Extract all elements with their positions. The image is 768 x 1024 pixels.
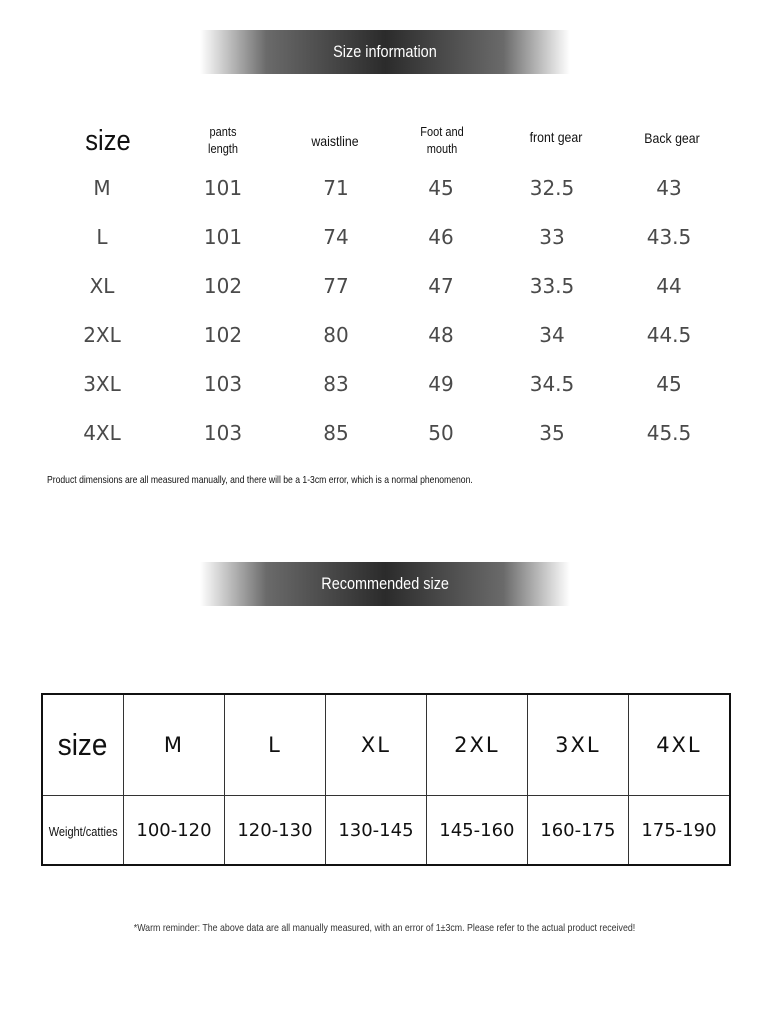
size-cell-pants-length: 102	[203, 274, 243, 298]
recommended-size-table	[41, 693, 731, 866]
rec-size-3xl: 3XL	[527, 694, 628, 796]
rec-weight-m: 100-120	[124, 796, 225, 866]
size-cell-back-gear: 44.5	[646, 323, 692, 347]
size-row	[0, 168, 768, 208]
rec-weight-xl: 130-145	[325, 796, 426, 866]
size-row	[0, 413, 768, 453]
size-cell-waistline: 71	[323, 176, 349, 200]
size-cell-front-gear: 33	[539, 225, 565, 249]
size-cell-pants-length: 101	[203, 225, 243, 249]
size-cell-back-gear: 45.5	[646, 421, 692, 445]
rec-size-2xl: 2XL	[426, 694, 527, 796]
size-cell-back-gear: 43	[656, 176, 682, 200]
size-cell-pants-length: 101	[203, 176, 243, 200]
size-cell-front-gear: 35	[539, 421, 565, 445]
size-row	[0, 266, 768, 306]
recommended-size-row	[42, 694, 730, 796]
size-cell-back-gear: 43.5	[646, 225, 692, 249]
size-cell-back-gear: 44	[656, 274, 682, 298]
size-cell-foot-mouth: 47	[428, 274, 454, 298]
size-cell-size: XL	[89, 274, 115, 298]
header-waistline: waistline	[311, 133, 359, 149]
size-cell-foot-mouth: 49	[428, 372, 454, 396]
size-cell-front-gear: 33.5	[529, 274, 575, 298]
size-cell-waistline: 74	[323, 225, 349, 249]
size-cell-waistline: 85	[323, 421, 349, 445]
size-cell-size: 3XL	[83, 372, 121, 396]
size-cell-waistline: 80	[323, 323, 349, 347]
rec-weight-4xl: 175-190	[628, 796, 730, 866]
rec-weight-3xl: 160-175	[527, 796, 628, 866]
rec-size-xl: XL	[325, 694, 426, 796]
size-row	[0, 315, 768, 355]
size-row	[0, 217, 768, 257]
header-pants-length: pants length	[208, 125, 238, 156]
recommended-weight-row	[42, 796, 730, 866]
recommended-size-banner	[200, 562, 570, 606]
header-size: size	[85, 124, 131, 157]
size-cell-front-gear: 34.5	[529, 372, 575, 396]
size-cell-size: 4XL	[83, 421, 121, 445]
rec-size-label-cell: size	[42, 694, 124, 796]
size-row	[0, 364, 768, 404]
header-foot-mouth: Foot and mouth	[420, 125, 464, 156]
recommended-size-title: Recommended size	[321, 574, 449, 593]
header-front-gear: front gear	[529, 129, 583, 145]
size-cell-size: 2XL	[83, 323, 121, 347]
rec-size-4xl: 4XL	[628, 694, 730, 796]
rec-size-l: L	[224, 694, 325, 796]
size-information-title: Size information	[333, 42, 437, 61]
size-cell-back-gear: 45	[656, 372, 682, 396]
rec-weight-label-cell: Weight/catties	[42, 796, 124, 866]
rec-size-m: M	[124, 694, 225, 796]
size-cell-pants-length: 103	[203, 372, 243, 396]
size-cell-foot-mouth: 45	[428, 176, 454, 200]
rec-weight-l: 120-130	[224, 796, 325, 866]
size-cell-waistline: 77	[323, 274, 349, 298]
size-cell-pants-length: 103	[203, 421, 243, 445]
size-cell-front-gear: 34	[539, 323, 565, 347]
size-cell-foot-mouth: 48	[428, 323, 454, 347]
size-cell-size: L	[96, 225, 108, 249]
measurement-note: Product dimensions are all measured manually, and there will be a 1-3cm error, which is a normal phenomenon.	[47, 474, 473, 486]
size-cell-pants-length: 102	[203, 323, 243, 347]
size-cell-foot-mouth: 50	[428, 421, 454, 445]
size-cell-size: M	[93, 176, 111, 200]
size-cell-waistline: 83	[323, 372, 349, 396]
header-back-gear: Back gear	[644, 130, 700, 146]
size-information-banner	[200, 30, 570, 74]
warm-reminder: *Warm reminder: The above data are all manually measured, with an error of 1±3cm. Please refer to the actual product received!	[133, 922, 635, 934]
size-cell-foot-mouth: 46	[428, 225, 454, 249]
size-cell-front-gear: 32.5	[529, 176, 575, 200]
rec-weight-2xl: 145-160	[426, 796, 527, 866]
